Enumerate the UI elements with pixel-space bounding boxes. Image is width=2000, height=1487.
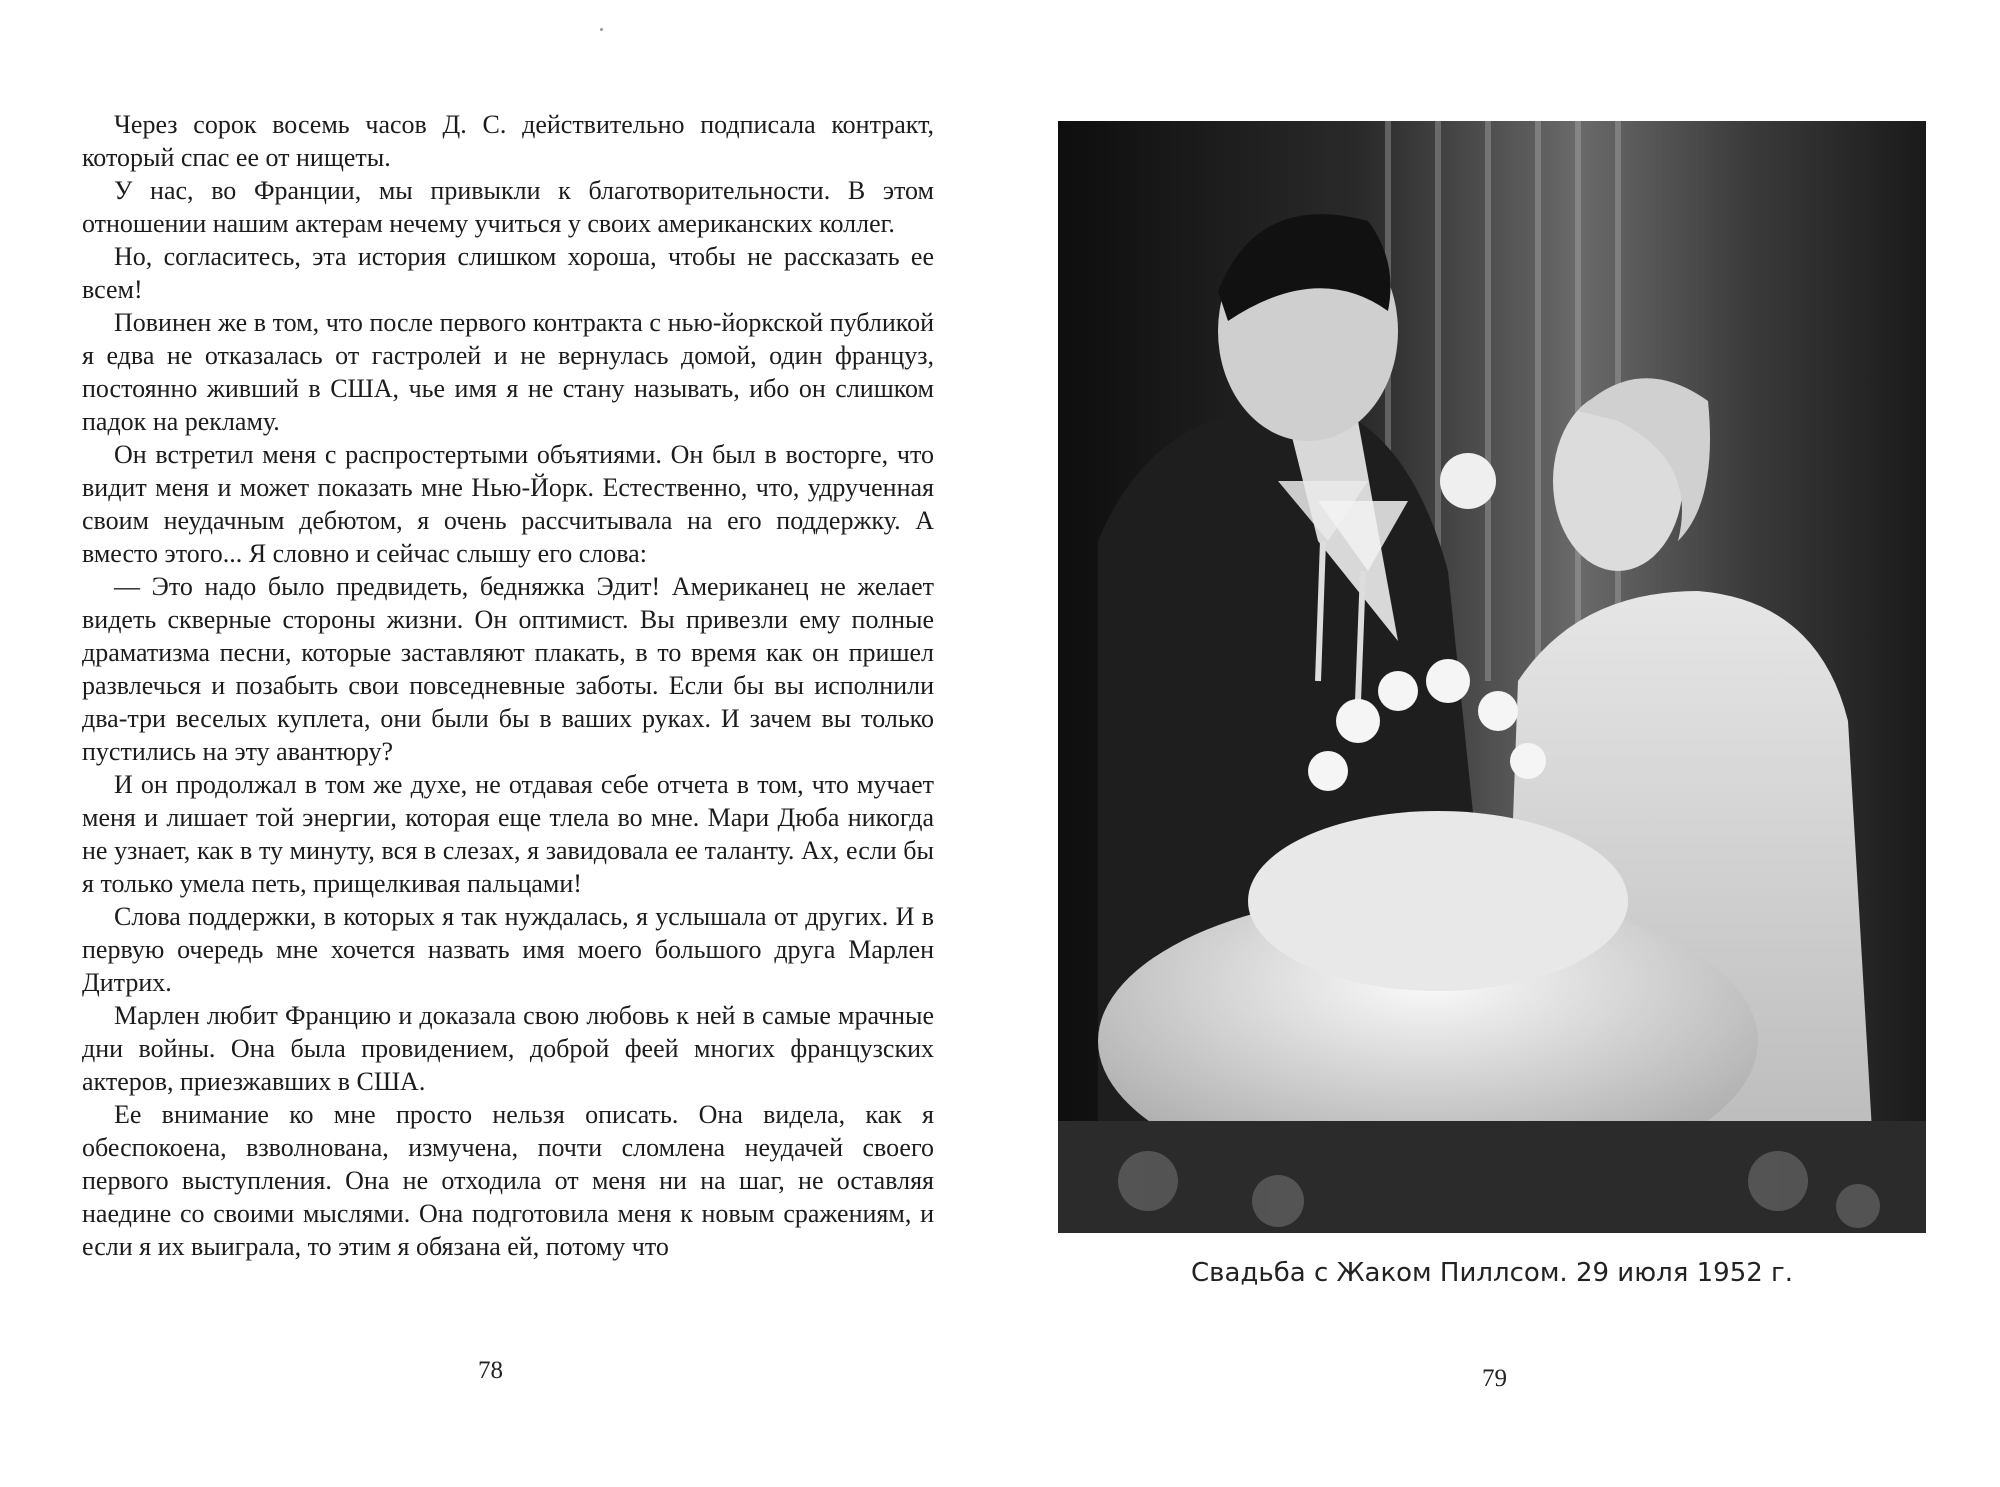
top-mark	[600, 28, 603, 31]
photo-caption: Свадьба с Жаком Пиллсом. 29 июля 1952 г.	[1191, 1258, 1793, 1288]
paragraph: У нас, во Франции, мы привыкли к благотворительности. В этом отношении нашим актерам нечему учиться у своих американских коллег.	[82, 176, 934, 238]
paragraph: Повинен же в том, что после первого контракта с нью-йоркской публикой я едва не отказалась от гастролей и не вернулась домой, один француз, постоянно живший в США, чье имя я не стану называть, ибо он слишком падок на рекламу.	[82, 308, 934, 436]
paragraph: Слова поддержки, в которых я так нуждалась, я услышала от других. И в первую очередь мне хочется назвать имя моего большого друга Марлен Дитрих.	[82, 902, 934, 997]
paragraph: И он продолжал в том же духе, не отдавая себе отчета в том, что мучает меня и лишает той энергии, которая еще тлела во мне. Мари Дюба никогда не узнает, как в ту минуту, вся в слезах, я завидовала ее таланту. Ах, если бы я только умела петь, прищелкивая пальцами!	[82, 770, 934, 898]
paragraph: — Это надо было предвидеть, бедняжка Эдит! Американец не желает видеть скверные стороны жизни. Он оптимист. Вы привезли ему полные драматизма песни, которые заставляют плакать, в то время как он пришел развлечься и позабыть свои повседневные заботы. Если бы вы исполнили два-три веселых куплета, они были бы в ваших руках. И зачем вы только пустились на эту авантюру?	[82, 572, 934, 766]
paragraph: Через сорок восемь часов Д. С. действительно подписала контракт, который спас ее от нищеты.	[82, 110, 934, 172]
paragraph: Но, согласитесь, эта история слишком хороша, чтобы не рассказать ее всем!	[82, 242, 934, 304]
paragraph: Он встретил меня с распростертыми объятиями. Он был в восторге, что видит меня и может показать мне Нью-Йорк. Естественно, что, удрученная своим неудачным дебютом, я очень рассчитывала на его поддержку. А вместо этого... Я словно и сейчас слышу его слова:	[82, 440, 934, 568]
page-number-right: 79	[1482, 1365, 1507, 1392]
page-number-left: 78	[478, 1357, 503, 1384]
paragraph: Ее внимание ко мне просто нельзя описать. Она видела, как я обеспокоена, взволнована, измучена, почти сломлена неудачей своего первого выступления. Она не отходила от меня ни на шаг, не оставляя наедине со своими мыслями. Она подготовила меня к новым сражениям, и если я их выиграла, то этим я обязана ей, потому что	[82, 1100, 934, 1261]
paragraph: Марлен любит Францию и доказала свою любовь к ней в самые мрачные дни войны. Она была провидением, доброй феей многих французских актеров, приезжавших в США.	[82, 1001, 934, 1096]
wedding-photo	[1058, 121, 1926, 1233]
left-page-text	[82, 108, 934, 1263]
